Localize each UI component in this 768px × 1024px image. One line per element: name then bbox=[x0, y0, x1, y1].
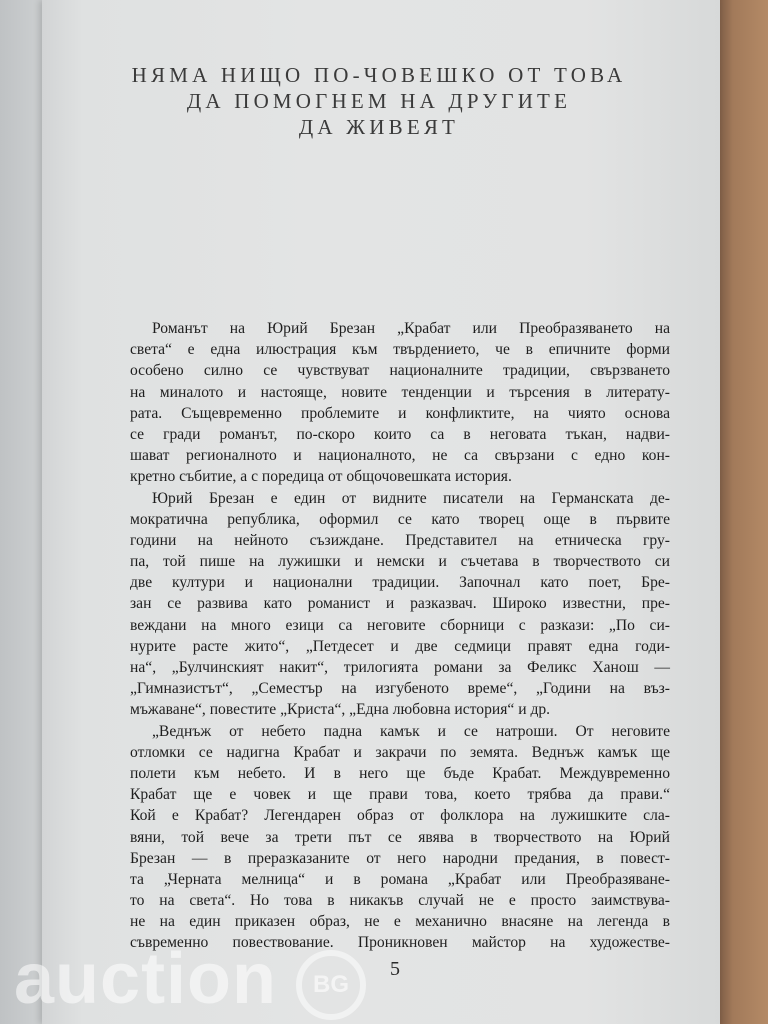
text-line: на миналото и настояще, новите тенденции и търсения в литерату- bbox=[130, 383, 670, 401]
watermark-badge: BG bbox=[296, 950, 366, 1020]
chapter-title bbox=[40, 62, 718, 140]
text-line: веждани на много езици са неговите сборници с разкази: „По си- bbox=[130, 616, 670, 634]
text-line: рата. Същевременно проблемите и конфликтите, на чиято основа bbox=[130, 404, 670, 422]
text-line: две култури и национални традиции. Започнал като поет, Бре- bbox=[130, 574, 670, 592]
text-line: света“ е една илюстрация към твърдението, че в епичните форми bbox=[130, 341, 670, 359]
text-line: Крабат ще е човек и ще прави това, което трябва да прави.“ bbox=[130, 786, 670, 804]
text-line: години на нейното съзиждане. Представител на етническа гру- bbox=[130, 531, 670, 549]
text-line: Юрий Брезан е един от видните писатели на Германската де- bbox=[152, 489, 670, 507]
text-line: шават регионалното и националното, не са свързани с едно кон- bbox=[130, 447, 670, 465]
chapter-title-line: ДА ЖИВЕЯТ bbox=[298, 115, 460, 139]
text-line: се гради романът, по-скоро които са в неговата тъкан, надви- bbox=[130, 425, 670, 443]
watermark-logo: auction bbox=[14, 939, 278, 1019]
text-line: полети към небето. И в него ще бъде Крабат. Междувременно bbox=[130, 764, 670, 782]
text-line: Романът на Юрий Брезан „Крабат или Преобразяването на bbox=[152, 320, 670, 337]
text-line: то на света“. Но това в никакъв случай не е просто заимствува- bbox=[130, 892, 670, 910]
text-line: па, той пише на лужишки и немски и съчетава в творчеството си bbox=[130, 553, 670, 571]
text-line: мъжаване“, повестите „Криста“, „Една любовна история“ и др. bbox=[130, 701, 551, 719]
text-line: кретно събитие, а с поредица от общочовешката история. bbox=[130, 468, 512, 486]
text-line: вяни, той вече за трети път се явява в творчеството на Юрий bbox=[130, 828, 670, 846]
text-line: особено силно се чувствуват националните традиции, свързването bbox=[130, 362, 670, 380]
body-text bbox=[130, 318, 670, 954]
chapter-title-line: НЯМА НИЩО ПО-ЧОВЕШКО ОТ ТОВА bbox=[131, 63, 627, 87]
text-line: не на един приказен образ, не е механично внасяне на легенда в bbox=[130, 913, 670, 931]
text-line: Брезан — в преразказаните от него народни предания, в повест- bbox=[130, 849, 670, 867]
text-line: мократична република, оформил се като творец още в първите bbox=[130, 510, 670, 528]
chapter-title-line: ДА ПОМОГНЕМ НА ДРУГИТЕ bbox=[186, 89, 572, 113]
text-line: на“, „Булчинският накит“, трилогията романи за Феликс Ханош — bbox=[130, 659, 670, 676]
desk-background bbox=[718, 0, 768, 1024]
text-line: отломки се надигна Крабат и закрачи по земята. Веднъж камък ще bbox=[130, 743, 670, 761]
text-line: та „Черната мелница“ и в романа „Крабат или Преобразяване- bbox=[130, 870, 670, 888]
text-line: зан се развива като романист и разказвач. Широко известни, пре- bbox=[130, 595, 670, 613]
text-line: нурите расте жито“, „Петдесет и две седмици правят една годи- bbox=[130, 637, 670, 655]
text-line: Кой е Крабат? Легендарен образ от фолклора на лужишките сла- bbox=[130, 807, 670, 825]
text-line: съвременно повествование. Проникновен майстор на художестве- bbox=[130, 934, 670, 952]
text-line: „Гимназистът“, „Семестър на изгубеното време“, „Години на въз- bbox=[130, 680, 670, 698]
text-line: „Веднъж от небето падна камък и се натроши. От неговите bbox=[152, 722, 670, 740]
page-number: 5 bbox=[390, 958, 400, 980]
